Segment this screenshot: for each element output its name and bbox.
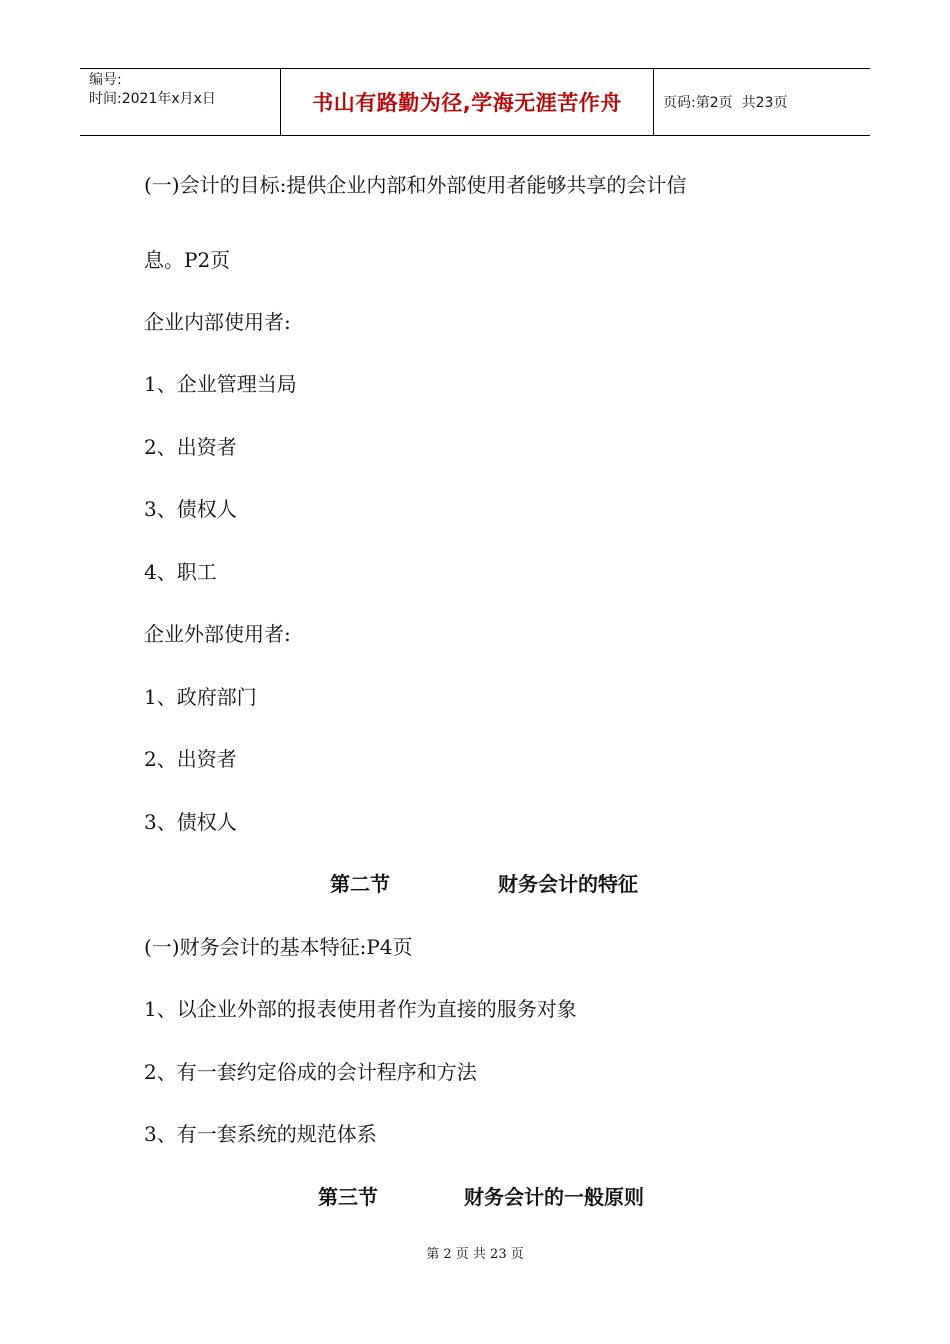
body-line: 1、政府部门	[144, 685, 257, 709]
body-line: 3、有一套系统的规范体系	[144, 1122, 377, 1146]
header-motto: 书山有路勤为径,学海无涯苦作舟	[281, 69, 654, 135]
header-date-label: 时间:2021年x月x日	[89, 91, 216, 107]
body-line: 4、职工	[144, 560, 217, 584]
section-2-title: 财务会计的特征	[498, 872, 638, 896]
section-3-number: 第三节	[318, 1185, 378, 1209]
header-page-info	[654, 69, 870, 135]
body-line: 2、有一套约定俗成的会计程序和方法	[144, 1060, 477, 1084]
header-meta	[80, 69, 281, 135]
body-line: 企业外部使用者:	[144, 622, 291, 646]
header-page-label: 页码:第2页	[663, 95, 733, 111]
body-line: (一)财务会计的基本特征:P4页	[144, 935, 413, 959]
body-line: 企业内部使用者:	[144, 310, 291, 334]
section-3-title: 财务会计的一般原则	[464, 1185, 644, 1209]
page-header	[80, 68, 870, 136]
body-line: 2、出资者	[144, 747, 237, 771]
body-line: 息。P2页	[144, 248, 231, 272]
body-line: (一)会计的目标:提供企业内部和外部使用者能够共享的会计信	[144, 173, 687, 197]
page-footer: 第 2 页 共 23 页	[426, 1247, 524, 1262]
body-line: 2、出资者	[144, 435, 237, 459]
body-line: 1、以企业外部的报表使用者作为直接的服务对象	[144, 997, 577, 1021]
section-2-number: 第二节	[330, 872, 390, 896]
body-line: 3、债权人	[144, 497, 237, 521]
body-line: 1、企业管理当局	[144, 372, 297, 396]
header-number-label: 编号:	[89, 72, 122, 88]
header-total-label: 共23页	[741, 95, 788, 111]
body-line: 3、债权人	[144, 810, 237, 834]
